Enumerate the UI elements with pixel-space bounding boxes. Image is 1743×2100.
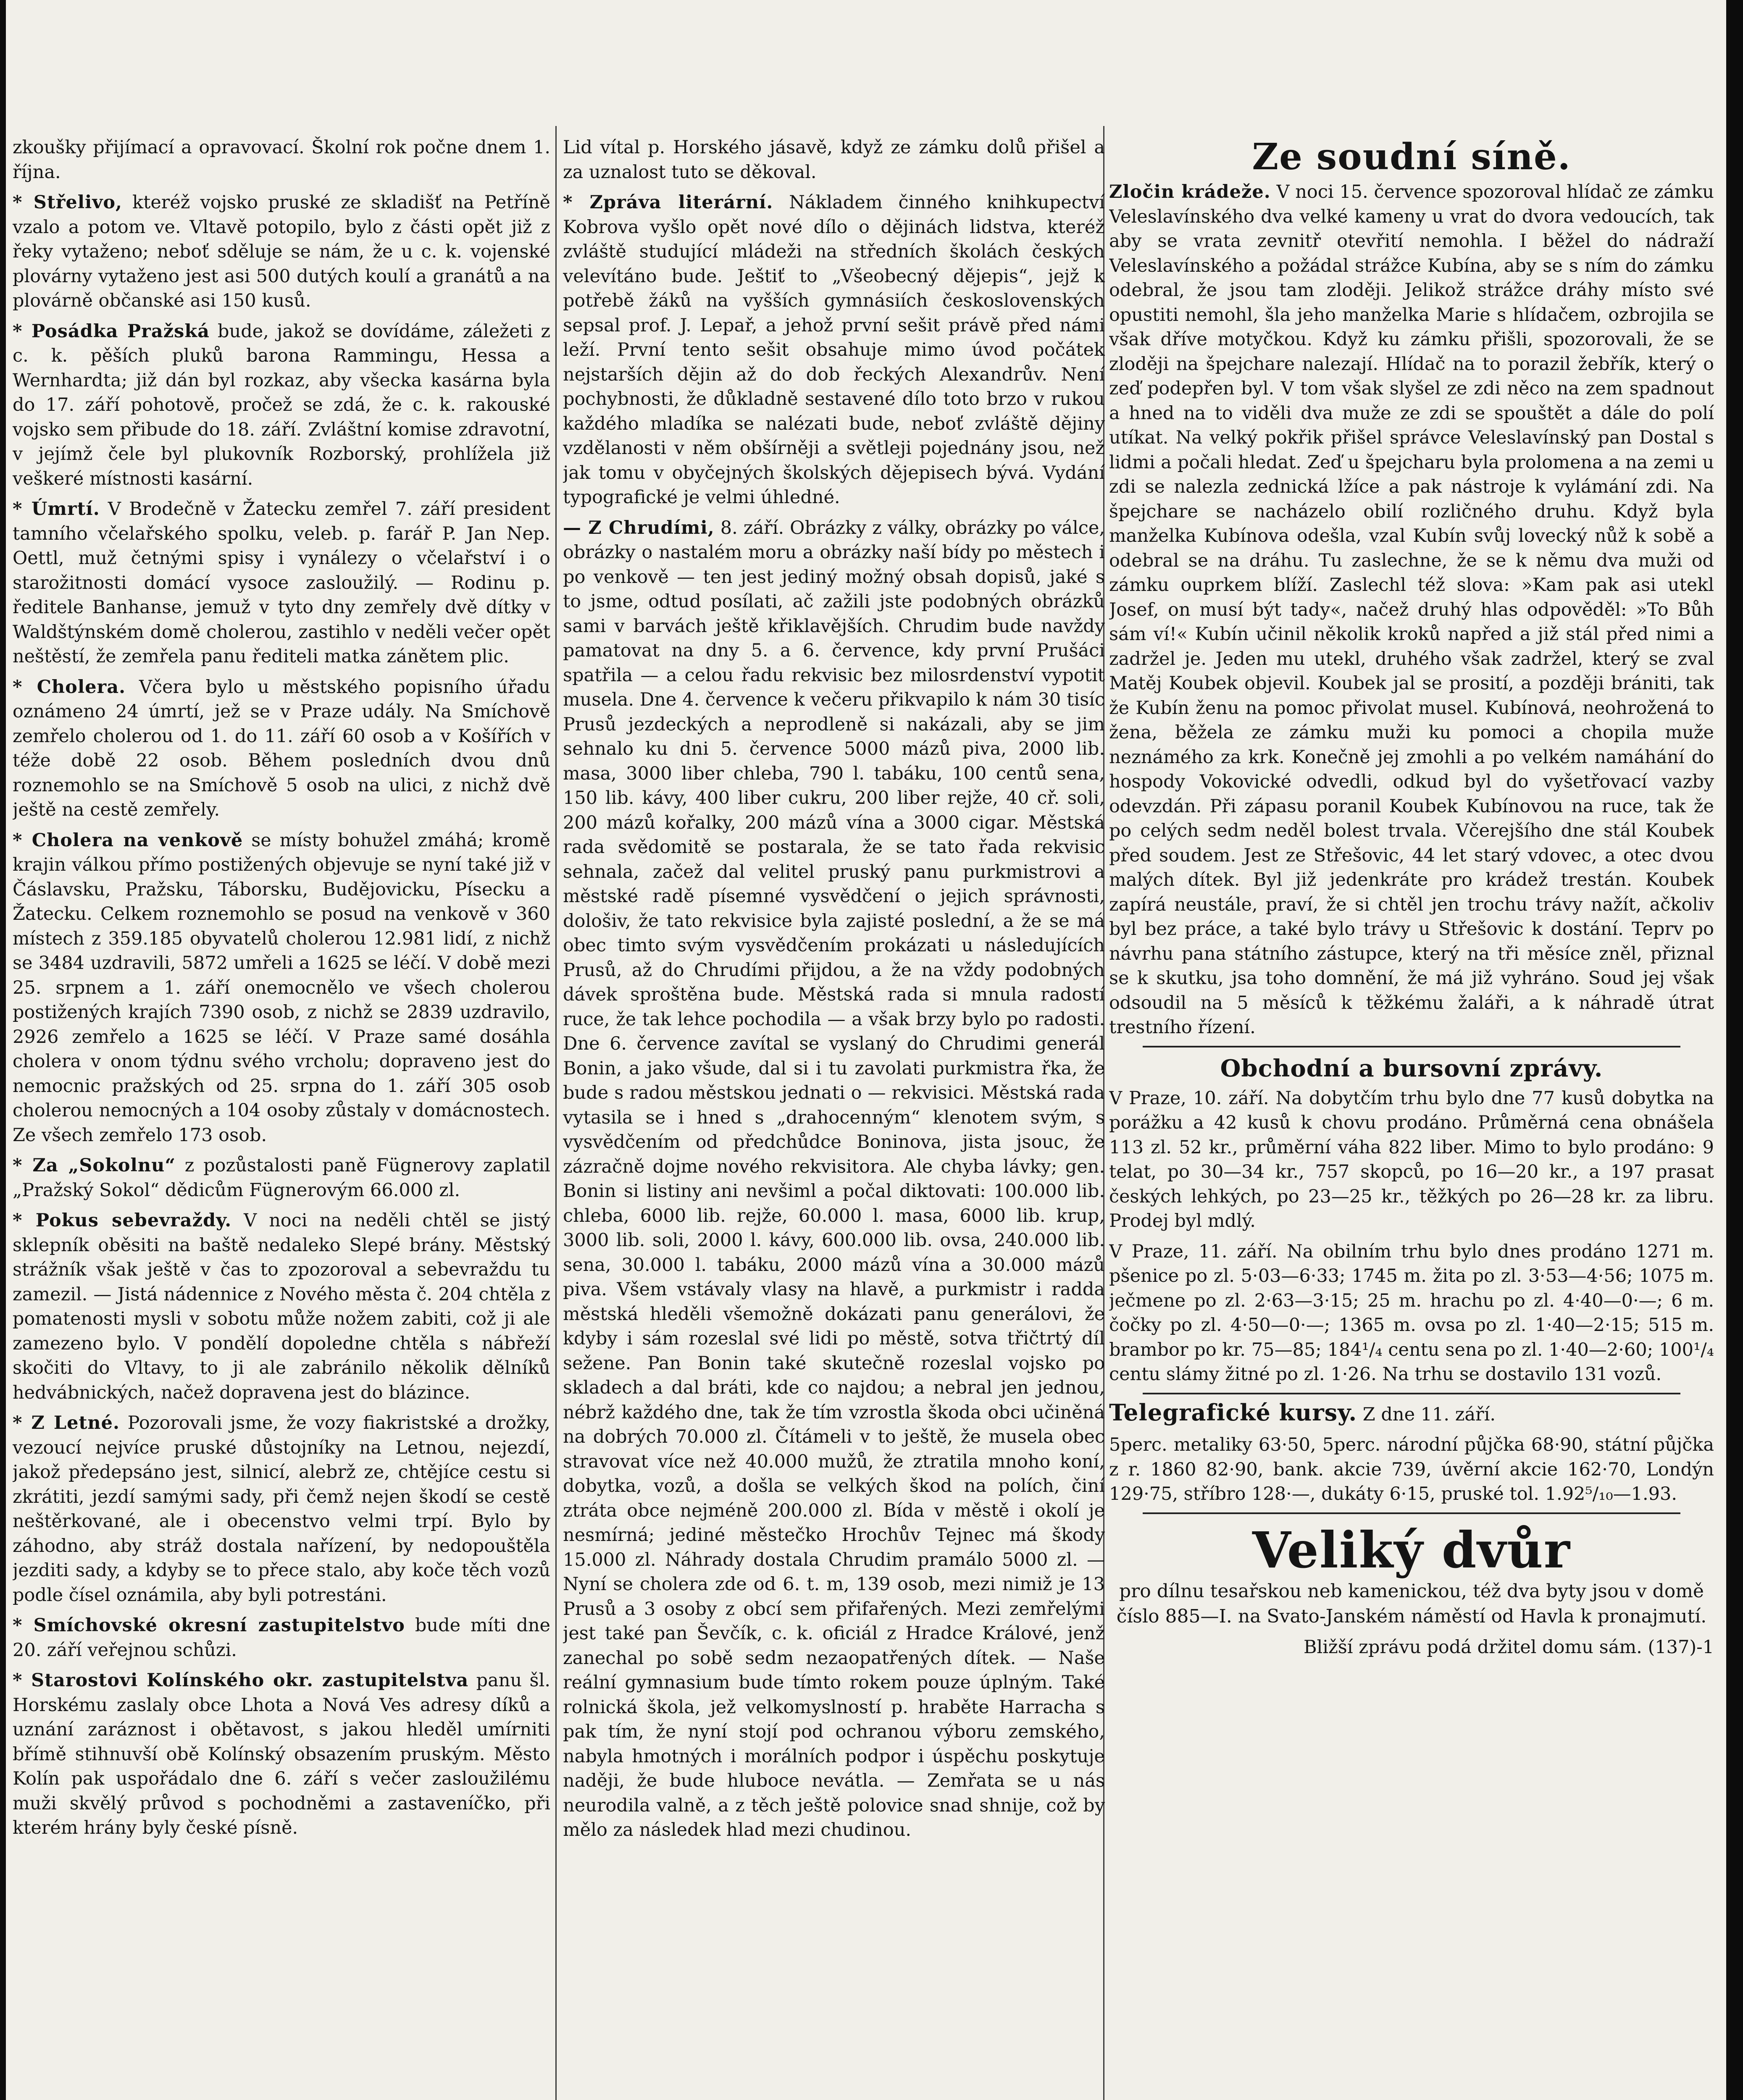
market-report-grain: V Praze, 11. září. Na obilním trhu bylo dnes prodáno 1271 m. pšenice po zl. 5·03—6·33; 1745 m. žita po zl. 3·53—4·56; 1075 m. ječmene po zl. 2·63—3·15; 25 m. hrachu po zl. 4·40—0·—; 6 m. čočky po zl. 4·50—0·—; 1365 m. ovsa po zl. 1·40—2·15; 515 m. brambor po kr. 75—85; 184¹/₄ centu sena po zl. 1·40—2·60; 100¹/₄ centu slámy žitné po zl. 1·26. Na trhu se dostavilo 131 vozů.: [1109, 1241, 1714, 1385]
news-item-literarni: * Zpráva literární. Nákladem činného knihkupectví Kobrova vyšlo opět nové dílo o dějinách lidstva, kteréž zvláště studující mládeži na středních školách českých velevítáno bude. Ještiť to „Všeobecný dějepis“, jejž k potřebě žáků na vyšších gymnásiích československých sepsal prof. J. Lepař, a jehož první sešit právě před námi leží. První tento sešit obsahuje mimo úvod počátek nejstarších dějin až do dob řeckých Alexandrův. Není pochybnosti, že důkladně sestavené dílo toto brzo v rukou každého mladíka se nalézati bude, neboť zvláště dějiny vzdělanosti v něm obšírněji a světleji pojednány jsou, než jak tomu v obyčejných školských dějepisech bývá. Vydání typografické je velmi úhledné.: [563, 192, 1105, 508]
news-heading: * Cholera na venkově: [13, 830, 243, 851]
news-heading: * Cholera.: [13, 676, 126, 698]
column-2: [563, 135, 1105, 2100]
news-heading: * Starostovi Kolínského okr. zastupitelstva: [13, 1670, 469, 1691]
news-item-sebevrazda: * Pokus sebevraždy. V noci na neděli chtěl se jistý sklepník oběsiti na baště nedaleko Slepé brány. Městský strážník však ještě v čas to zpozoroval a sebevraždu tu zamezil. — Jistá nádennice z Nového města č. 204 chtěla z pomatenosti mysli v sobotu může nožem zabiti, což ji ale zamezeno bylo. V pondělí dopoledne chtěla s nábřeží skočiti do Vltavy, to ji ale zabránilo několik dělníků hedvábnických, načež dopravena jest do blázince.: [13, 1210, 550, 1403]
telegraph-body: 5perc. metaliky 63·50, 5perc. národní půjčka 68·90, státní půjčka z r. 1860 82·90, bank. akcie 739, úvěrní akcie 162·70, Londýn 129·75, stříbro 128·—, dukáty 6·15, pruské tol. 1.92⁵/₁₀—1.93.: [1109, 1434, 1714, 1504]
news-heading: — Z Chrudími,: [563, 517, 715, 538]
news-item-cholera-venkov: * Cholera na venkově se místy bohužel zmáhá; kromě krajin válkou přímo postižených objevuje se nyní také již v Čáslavsku, Pražsku, Táborsku, Budějovicku, Písecku a Žatecku. Celkem roznemohlo se posud na venkově v 360 místech z 359.185 obyvatelů cholerou 12.981 lidí, z nichž se 3484 uzdravili, 5872 umřeli a 1625 se léčí. V době mezi 25. srpnem a 1. září onemocnělo ve všech cholerou postižených krajích 7390 osob, z nichž se 2839 uzdravilo, 2926 zemřelo a 1625 se léčí. V Praze samé dosáhla cholera v onom týdnu svého vrcholu; dopraveno jest do nemocnic pražských od 25. srpna do 1. září 305 osob cholerou nemocných a 104 osoby zůstaly v domácnostech. Ze všech zemřelo 173 osob.: [13, 830, 550, 1146]
paragraph: Lid vítal p. Horského jásavě, když ze zámku dolů přišel a za uznalost tuto se děkoval.: [563, 137, 1105, 183]
scan-edge-right: [1726, 0, 1743, 2100]
court-report: Zločin krádeže. V noci 15. července spozoroval hlídač ze zámku Veleslavínského dva velké kameny u vrat do dvora vedoucích, tak aby se vrata zevnitř otevřití nemohla. I běžel do nádraží Veleslavínského a požádal strážce Kubína, aby se s ním do zámku odebral, že jsou tam zloději. Jelikož strážce dráhy místo své opustiti nemohl, šla jeho manželka Marie s hlídačem, ozbrojila se však dříve motyčkou. Když ku zámku přišli, spozorovali, že se zloději na špejcharе nalezají. Hlídač na to porazil žebřík, který o zeď podepřen byl. V tom však slyšel ze zdi něco na zem spadnout a hned na to viděli dva muže ze zdi se spouštět a dále do polí utíkat. Na velký pokřik přišel správce Veleslavínský pan Dostal s lidmi a počali hledat. Zeď u špejcharu byla prolomena a na zemi u zdi se nalezla zednická lžíce a pak nástroje k vylámání zdi. Na špejcharе se nacházelo obilí rozličného druhu. Když byla manželka Kubínova odešla, vzal Kubín svůj lovecký nůž k sobě a odebral se na dráhu. Tu zaslechne, že se k němu dva muži od zámku ouprkem blíží. Zaslechl též slova: »Kam pak asi utekl Josef, on musí být tady«, načež druhý hlas odpověděl: »To Bůh sám ví!« Kubín učinil několik kroků napřed a již stál před nimi a zadržel je. Jeden mu utekl, druhého však zadržel, který se zval Matěj Koubek objevil. Koubek jal se prosití, a později brániti, tak že Kubín ženu na pomoc přivolat musel. Kubínová, neohrožená to žena, běžela ze zámku muži ku pomoci a chopila muže neznámého za krk. Konečně jej zmohli a po velkém namáhání do hospody Vokovické odvedli, odkud byl do vyšetřovací vazby odevzdán. Při zápasu poranil Koubek Kubínovou na ruce, tak že po celých sedm neděl bolest trvala. Včerejšího dne stál Koubek před soudem. Jest ze Střešovic, 44 let starý vdovec, a otec dvou malých dítek. Byl již jedenkráte pro krádež trestán. Koubek zapírá neustále, praví, že si chtěl jen trochu trávy nažít, ačkoliv byl bez práce, a také bylo trávy u Střešovic k dostání. Teprv po návrhu pana státního zástupce, který na tři měsíce zněl, přiznal se k skutku, jsa toho domnění, že má již vyhráno. Soud jej však odsoudil na 5 měsíců k těžkému žaláři, a k náhradě útrat trestního řízení.: [1109, 181, 1714, 1038]
news-item-kolin: * Starostovi Kolínského okr. zastupitelstva panu šl. Horskému zaslaly obce Lhota a Nová Ves adresy díků a uznání zaráznost i obětavost, s jakou hleděl umírniti břímě stihnuvší obě Kolínský obsazením pruským. Město Kolín pak uspořádalo dne 6. září s večer zasloužilému muži skvělý průvod s pochodněmi a zastaveníčko, při kterém hrány byly české písně.: [13, 1670, 550, 1838]
advert-footer: Bližší zprávu podá držitel domu sám. (137)-1: [1303, 1636, 1714, 1658]
news-item-umrti: * Úmrtí. V Brodečně v Žatecku zemřel 7. září president tamního včelařského spolku, veleb. p. farář P. Jan Nep. Oettl, muž četnými spisy i vynálezy o včelařství i o starožitnosti domácí vysoce zasloužilý. — Rodinu p. ředitele Banhanse, jemuž v tyto dny zemřely dvě dítky v Waldštýnském domě cholerou, zastihlo v neděli večer opět neštěstí, že zemřela panu řediteli matka zánětem plic.: [13, 499, 550, 667]
news-item-smichov: * Smíchovské okresní zastupitelstvo bude míti dne 20. září veřejnou schůzi.: [13, 1615, 550, 1661]
news-heading: * Smíchovské okresní zastupitelstvo: [13, 1615, 405, 1636]
news-heading: * Střelivo,: [13, 192, 123, 213]
news-heading: * Pokus sebevraždy.: [13, 1210, 232, 1231]
news-heading: * Za „Sokolnu“: [13, 1155, 176, 1176]
news-heading: * Úmrtí.: [13, 499, 100, 520]
divider: [1143, 1512, 1680, 1514]
column-3: [1109, 135, 1714, 2100]
news-item-letna: * Z Letné. Pozorovali jsme, že vozy fiakristské a drožky, vezoucí nejvíce pruské důstojníky na Letnou, nejezdí, jakož předepsáno jest, silnicí, alebrž ze, chtějíce cestu si zkrátiti, jezdí samými sady, při čemž nejen škodí se cestě neštěrkované, ale i obecenstvo velmi trpí. Bylo by záhodno, aby stráž dostala nařízení, by nedopouštěla jezditi sady, a kdyby se to přece stalo, aby koče těch vozů podle čísel oznámila, aby byli potrestáni.: [13, 1412, 550, 1606]
divider: [1143, 1393, 1680, 1394]
telegraph-title: Telegrafické kursy.: [1109, 1399, 1357, 1426]
paragraph: zkoušky přijímací a opravovací. Školní rok počne dnem 1. října.: [13, 137, 550, 183]
market-title: Obchodní a bursovní zprávy.: [1220, 1054, 1603, 1082]
advert-title: Veliký dvůr: [1252, 1520, 1571, 1579]
news-heading: * Zpráva literární.: [563, 192, 773, 213]
advert-body: pro dílnu tesařskou neb kamenickou, též dva byty jsou v domě číslo 885—I. na Svato-Janském náměstí od Havla k pronajmutí.: [1116, 1580, 1707, 1627]
news-item-strelivo: * Střelivo, kteréž vojsko pruské ze skladišť na Petříně vzalo a potom ve. Vltavě potopilo, bylo z části opět již z řeky vytaženo; neboť sděluje se nám, že u c. k. vojenské plovárny vytaženo jest asi 500 dutých koulí a granátů a na plovárně občanské asi 150 kusů.: [13, 192, 550, 311]
news-item-chrudim: — Z Chrudími, 8. září. Obrázky z války, obrázky po válce, obrázky o nastalém moru a obrázky naší bídy po městech i po venkově — ten jest jediný možný obsah dopisů, jaké s to jsme, odtud posílati, ač zažili jste podobných obrázků sami v barvách ještě křiklavějších. Chrudim bude navždy pamatovat na dny 5. a 6. července, kdy první Prušáci spatřila — a celou řadu rekvisic bez milosrdenství vypotit musela. Dne 4. července k večeru přikvapilo k nám 30 tisíc Prusů jezdeckých a neprodleně si nakázali, aby se jim sehnalo ku dni 5. července 5000 mázů piva, 2000 lib. masa, 3000 liber chleba, 790 l. tabáku, 100 centů sena, 150 lib. kávy, 400 liber cukru, 200 liber rejže, 40 cř. soli, 200 mázů kořalky, 200 mázů vína a 3000 cigar. Městská rada svědomitě se postarala, že se tato řada rekvisic sehnala, začež dal velitel pruský panu purkmistrovi a městské radě písemné vysvědčení o jejich správnosti, dološiv, že tato rekvisice byla zajisté poslední, a že se má obec timto svým vysvědčením prokázati u následujících Prusů, až do Chrudími přijdou, a že na vždy podobných dávek sproštěna bude. Městská rada si mnula radostí ruce, že tak lehce pochodila — a však brzy bylo po radosti. Dne 6. července zavítal se vyslaný do Chrudimi generál Bonin, a jako všude, dal si i tu zavolati purkmistra řka, že bude s radou městskou jednati o — rekvisici. Městská rada vytasila se i hned s „drahocenným“ klenotem svým, s vysvědčením od předchůdce Boninova, jista jsouc, že zázračně dojme nového rekvisitora. Ale chyba lávky; gen. Bonin si listiny ani nevšiml a počal diktovati: 100.000 lib. chleba, 6000 lib. rejže, 60.000 l. masa, 6000 lib. krup, 3000 lib. soli, 2000 l. kávy, 600.000 lib. ovsa, 240.000 lib. sena, 30.000 l. tabáku, 2000 mázů vína a 30.000 mázů piva. Všem vstávaly vlasy na hlavě, a purkmistr i radda městská hleděli všemožně dokázati panu generálovi, že kdyby i sám rozeslal své lidi po městě, sotva třičtrtý díl sežene. Pan Bonin také skutečně rozeslal vojsko po skladech a dal bráti, kde co najdou; a nebral jen jednou, nébrž každého dne, tak že tím vzrostla škoda obci učiněná na dobrých 70.000 zl. Čítámeli v to ještě, že musela obec stravovat více než 40.000 mužů, že ztratila mnoho koní, dobytka, vozů, a došla se velkých škod na polích, činí ztráta obce nejméně 200.000 zl. Bída v městě i okolí je nesmírná; jediné městečko Hrochův Tejnec má škody 15.000 zl. Náhrady dostala Chrudim pramálo 5000 zl. — Nyní se cholera zde od 6. t. m, 139 osob, mezi nimiž je 13 Prusů a 3 osoby z obcí sem přifařených. Mezi zemřelými jest také pan Ševčík, c. k. oficiál z Hradce Králové, jenž zanechal po sobě sedm nezaopatřených dítek. — Naše reální gymnasium bude tímto rokem pouze úplným. Také rolnická škola, jež velkomyslností p. hraběte Harracha s pak tím, že nyní stojí pod ochranou výboru zemského, nabyla hmotných i morálních podpor i úspěchu poskytuje naději, že bude hluboce nevátla. — Zemřata se u nás neurodila valně, a z těch ještě polovice snad shnije, což by mělo za následek hlad mezi chudinou.: [563, 517, 1105, 1840]
section-title: Ze soudní síně.: [1252, 136, 1571, 178]
divider: [1143, 1046, 1680, 1047]
column-rule-1: [555, 126, 557, 2100]
news-item-cholera: * Cholera. Včera bylo u městského popisního úřadu oznámeno 24 úmrtí, jež se v Praze udály. Na Smíchově zemřelo cholerou od 1. do 11. září 60 osob a v Košířích v téže době 22 osob. Během posledních dvou dnů roznemohlo se na Smíchově 5 osob na ulici, z nichž dvě ještě na cestě zemřely.: [13, 676, 550, 820]
column-1: [13, 135, 550, 2100]
telegraph-rates: Telegrafické kursy. Z dne 11. září.: [1109, 1399, 1496, 1426]
news-item-posadka: * Posádka Pražská bude, jakož se dovídáme, záležeti z c. k. pěších pluků barona Rammingu, Hessa a Wernhardta; již dán byl rozkaz, aby všecka kasárna byla do 17. září pohotově, pročež se zdá, že c. k. rakouské vojsko sem přibude do 18. září. Zvláštní komise zdravotní, v jejímž čele byl plukovník Rozborský, prohlížela již veškeré místnosti kasární.: [13, 320, 550, 489]
news-heading: Zločin krádeže.: [1109, 181, 1271, 202]
scan-edge-left: [0, 0, 6, 2100]
news-item-sokolna: * Za „Sokolnu“ z pozůstalosti paně Fügnerovy zaplatil „Pražský Sokol“ dědicům Fügnerovým 66.000 zl.: [13, 1155, 550, 1201]
news-heading: * Z Letné.: [13, 1412, 120, 1433]
market-report-cattle: V Praze, 10. září. Na dobytčím trhu bylo dne 77 kusů dobytka na porážku a 42 kusů k chovu prodáno. Průměrná cena obnášela 113 zl. 52 kr., průměrní váha 822 liber. Mimo to bylo prodáno: 9 telat, po 30—34 kr., 757 skopců, po 16—20 kr., a 197 prasat českých lehkých, po 23—25 kr., těžkých po 26—28 kr. za libru. Prodej byl mdlý.: [1109, 1087, 1714, 1231]
news-heading: * Posádka Pražská: [13, 320, 210, 342]
